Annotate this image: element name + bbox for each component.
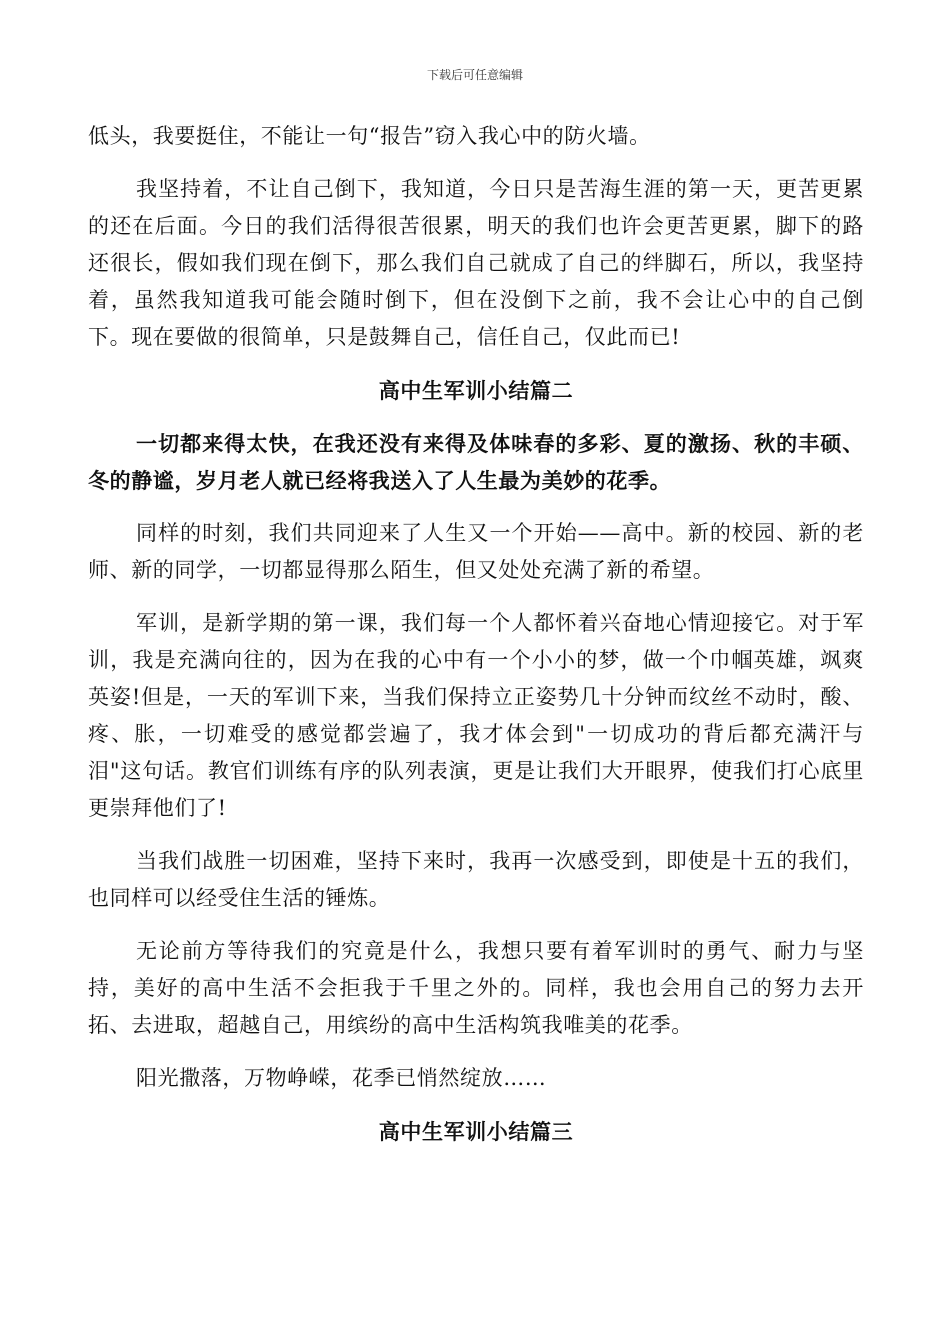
paragraph-1: 低头，我要挺住，不能让一句“报告”窃入我心中的防火墙。 xyxy=(88,124,651,148)
paragraph-5: 军训，是新学期的第一课，我们每一个人都怀着兴奋地心情迎接它。对于军训，我是充满向往的，因为在我的心中有一个小小的梦，做一个巾帼英雄，飒爽英姿!但是，一天的军训下来，当我们保持立正姿势几十分钟而纹丝不动时，酸、疼、胀，一切难受的感觉都尝遍了，我才体会到"一切成功的背后都充满汗与泪"这句话。教官们训练有序的队列表演，更是让我们大开眼界，使我们打心底里更崇拜他们了! xyxy=(88,611,864,820)
section-heading-2: 高中生军训小结篇二 xyxy=(378,378,574,403)
document-body xyxy=(88,118,864,1166)
paragraph-4: 同样的时刻，我们共同迎来了人生又一个开始——高中。新的校园、新的老师、新的同学，一切都显得那么陌生，但又处处充满了新的希望。 xyxy=(88,521,864,582)
paragraph-3-bold-lead: 一切都来得太快，在我还没有来得及体味春的多彩、夏的激扬、秋的丰硕、冬的静谧，岁月老人就已经将我送入了人生最为美妙的花季。 xyxy=(88,431,864,493)
paragraph-8: 阳光撒落，万物峥嵘，花季已悄然绽放…… xyxy=(136,1066,547,1090)
paragraph-6: 当我们战胜一切困难，坚持下来时，我再一次感受到，即使是十五的我们，也同样可以经受住生活的锤炼。 xyxy=(88,849,864,910)
paragraph-7: 无论前方等待我们的究竟是什么，我想只要有着军训时的勇气、耐力与坚持，美好的高中生活不会拒我于千里之外的。同样，我也会用自己的努力去开拓、去进取，超越自己，用缤纷的高中生活构筑我唯美的花季。 xyxy=(88,939,864,1037)
page-header: 下载后可任意编辑 xyxy=(426,68,523,82)
paragraph-2: 我坚持着，不让自己倒下，我知道，今日只是苦海生涯的第一天，更苦更累的还在后面。今日的我们活得很苦很累，明天的我们也许会更苦更累，脚下的路还很长，假如我们现在倒下，那么我们自己就成了自己的绊脚石，所以，我坚持着，虽然我知道我可能会随时倒下，但在没倒下之前，我不会让心中的自己倒下。现在要做的很简单，只是鼓舞自己，信任自己，仅此而已! xyxy=(88,177,864,349)
section-heading-3: 高中生军训小结篇三 xyxy=(378,1119,574,1144)
